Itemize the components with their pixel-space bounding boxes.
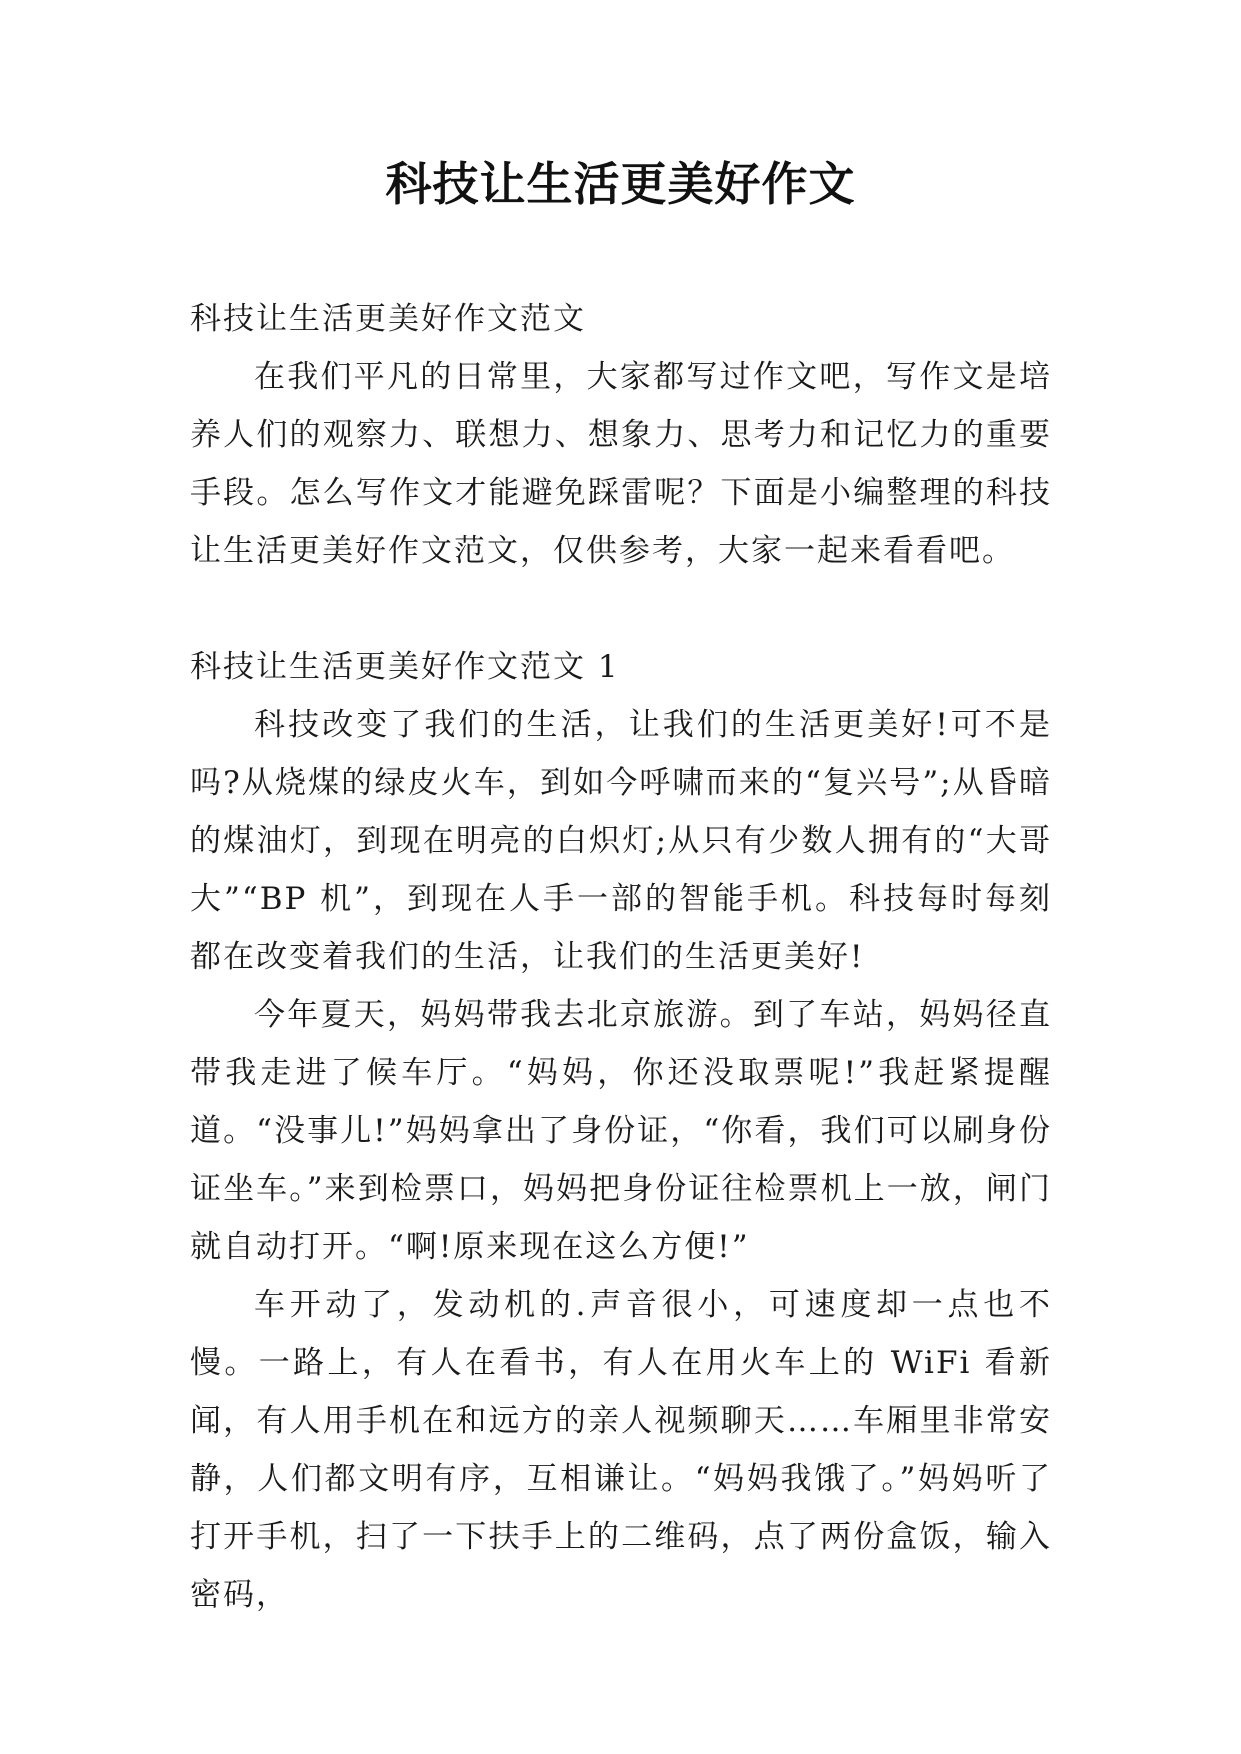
essay1-paragraph-1: 科技改变了我们的生活，让我们的生活更美好!可不是吗?从烧煤的绿皮火车，到如今呼啸而来的“复兴号”;从昏暗的煤油灯，到现在明亮的白炽灯;从只有少数人拥有的“大哥大”“BP 机”，到现在人手一部的智能手机。科技每时每刻都在改变着我们的生活，让我们的生活更美好! <box>190 707 1052 975</box>
essay1-paragraph-3: 车开动了，发动机的.声音很小，可速度却一点也不慢。一路上，有人在看书，有人在用火车上的 WiFi 看新闻，有人用手机在和远方的亲人视频聊天……车厢里非常安静，人们都文明有序，互相谦让。“妈妈我饿了。”妈妈听了打开手机，扫了一下扶手上的二维码，点了两份盒饭，输入密码， <box>190 1287 1052 1613</box>
document-title: 科技让生活更美好作文 <box>385 157 856 211</box>
essay1-paragraph-2: 今年夏天，妈妈带我去北京旅游。到了车站，妈妈径直带我走进了候车厅。“妈妈，你还没取票呢!”我赶紧提醒道。“没事儿!”妈妈拿出了身份证，“你看，我们可以刷身份证坐车。”来到检票口，妈妈把身份证往检票机上一放，闸门就自动打开。“啊!原来现在这么方便!” <box>190 997 1052 1265</box>
intro-heading: 科技让生活更美好作文范文 <box>190 301 586 337</box>
essay1-heading: 科技让生活更美好作文范文 1 <box>190 649 620 685</box>
intro-paragraph: 在我们平凡的日常里，大家都写过作文吧，写作文是培养人们的观察力、联想力、想象力、思考力和记忆力的重要手段。怎么写作文才能避免踩雷呢？下面是小编整理的科技让生活更美好作文范文，仅供参考，大家一起来看看吧。 <box>190 359 1052 569</box>
document-body <box>190 290 1052 1624</box>
